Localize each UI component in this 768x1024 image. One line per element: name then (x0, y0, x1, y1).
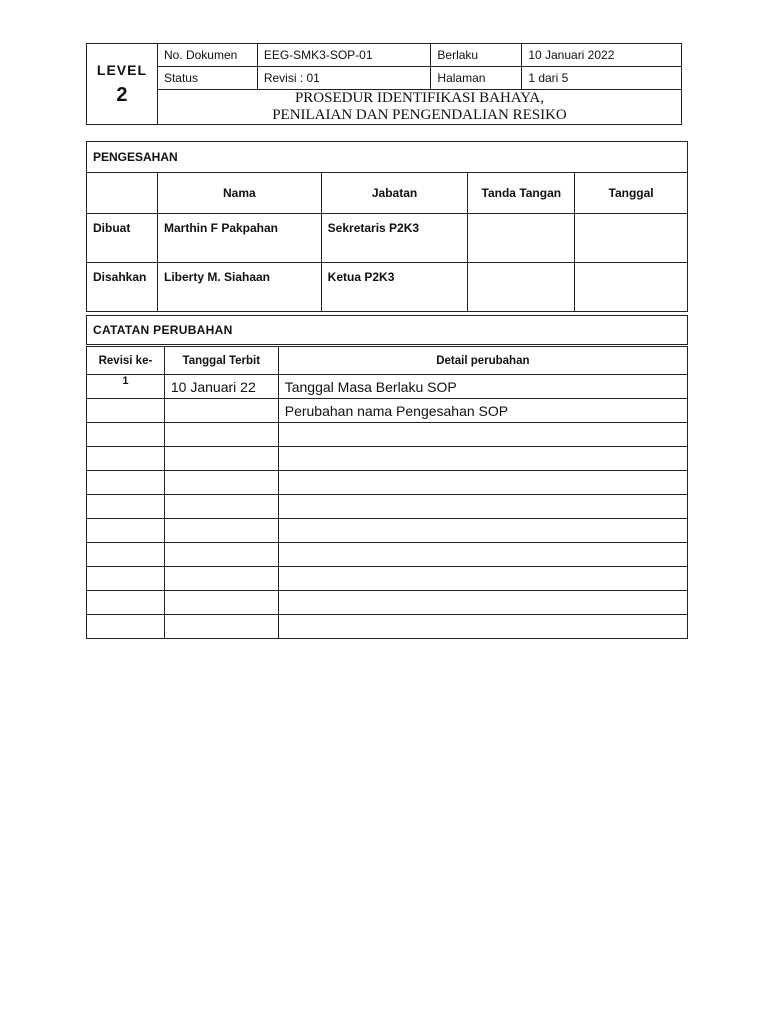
catatan-tanggal (164, 471, 278, 495)
table-row (87, 263, 688, 312)
pengesahan-header-jabatan: Jabatan (321, 173, 468, 214)
level-number: 2 (116, 83, 128, 106)
catatan-header-row (87, 346, 688, 375)
catatan-header-revisi: Revisi ke- (87, 346, 165, 375)
catatan-tanggal (164, 615, 278, 639)
pengesahan-tanda-tangan (468, 214, 575, 263)
pengesahan-role: Dibuat (87, 214, 158, 263)
catatan-tanggal (164, 591, 278, 615)
pengesahan-tanggal (575, 214, 688, 263)
pengesahan-tanda-tangan (468, 263, 575, 312)
table-row (87, 447, 688, 471)
catatan-revisi (87, 447, 165, 471)
pengesahan-table (86, 141, 688, 312)
catatan-revisi (87, 615, 165, 639)
catatan-detail: Tanggal Masa Berlaku SOP (278, 375, 687, 399)
catatan-revisi: 1 (87, 375, 165, 399)
pengesahan-jabatan: Sekretaris P2K3 (321, 214, 468, 263)
catatan-tanggal (164, 543, 278, 567)
berlaku-label: Berlaku (431, 44, 522, 67)
catatan-tanggal (164, 567, 278, 591)
catatan-revisi (87, 567, 165, 591)
table-row (87, 471, 688, 495)
table-row (87, 214, 688, 263)
catatan-tanggal (164, 447, 278, 471)
pengesahan-header-tanda-tangan: Tanda Tangan (468, 173, 575, 214)
pengesahan-header-nama: Nama (157, 173, 321, 214)
catatan-header-detail: Detail perubahan (278, 346, 687, 375)
catatan-revisi (87, 495, 165, 519)
pengesahan-header-row (87, 173, 688, 214)
table-row (87, 519, 688, 543)
catatan-tanggal: 10 Januari 22 (164, 375, 278, 399)
level-label: LEVEL (96, 61, 148, 78)
halaman-label: Halaman (431, 67, 522, 90)
document-title (157, 90, 681, 125)
catatan-detail (278, 447, 687, 471)
table-row (87, 543, 688, 567)
catatan-detail (278, 543, 687, 567)
catatan-detail: Perubahan nama Pengesahan SOP (278, 399, 687, 423)
catatan-header-tanggal: Tanggal Terbit (164, 346, 278, 375)
status-label: Status (157, 67, 257, 90)
pengesahan-nama: Liberty M. Siahaan (157, 263, 321, 312)
catatan-detail (278, 423, 687, 447)
table-row (87, 615, 688, 639)
catatan-revisi (87, 399, 165, 423)
pengesahan-role: Disahkan (87, 263, 158, 312)
title-line-2: PENILAIAN DAN PENGENDALIAN RESIKO (272, 107, 567, 123)
catatan-detail (278, 591, 687, 615)
table-row (87, 399, 688, 423)
catatan-revisi (87, 471, 165, 495)
document-header (86, 43, 682, 125)
catatan-title: CATATAN PERUBAHAN (87, 316, 688, 346)
catatan-detail (278, 495, 687, 519)
title-line-1: PROSEDUR IDENTIFIKASI BAHAYA, (294, 90, 544, 106)
pengesahan-header-empty (87, 173, 158, 214)
catatan-revisi (87, 519, 165, 543)
pengesahan-header-tanggal: Tanggal (575, 173, 688, 214)
catatan-detail (278, 615, 687, 639)
halaman-value: 1 dari 5 (522, 67, 682, 90)
pengesahan-nama: Marthin F Pakpahan (157, 214, 321, 263)
pengesahan-tanggal (575, 263, 688, 312)
catatan-tanggal (164, 423, 278, 447)
catatan-detail (278, 519, 687, 543)
pengesahan-jabatan: Ketua P2K3 (321, 263, 468, 312)
no-dokumen-value: EEG-SMK3-SOP-01 (257, 44, 431, 67)
catatan-perubahan-table (86, 315, 688, 639)
berlaku-value: 10 Januari 2022 (522, 44, 682, 67)
catatan-tanggal (164, 519, 278, 543)
catatan-detail (278, 567, 687, 591)
catatan-tanggal (164, 495, 278, 519)
catatan-revisi (87, 591, 165, 615)
no-dokumen-label: No. Dokumen (157, 44, 257, 67)
catatan-revisi (87, 543, 165, 567)
table-row (87, 591, 688, 615)
table-row (87, 495, 688, 519)
catatan-detail (278, 471, 687, 495)
status-value: Revisi : 01 (257, 67, 431, 90)
catatan-tanggal (164, 399, 278, 423)
pengesahan-title: PENGESAHAN (87, 142, 688, 173)
table-row (87, 567, 688, 591)
table-row (87, 423, 688, 447)
level-cell (87, 44, 158, 125)
table-row (87, 375, 688, 399)
catatan-revisi (87, 423, 165, 447)
